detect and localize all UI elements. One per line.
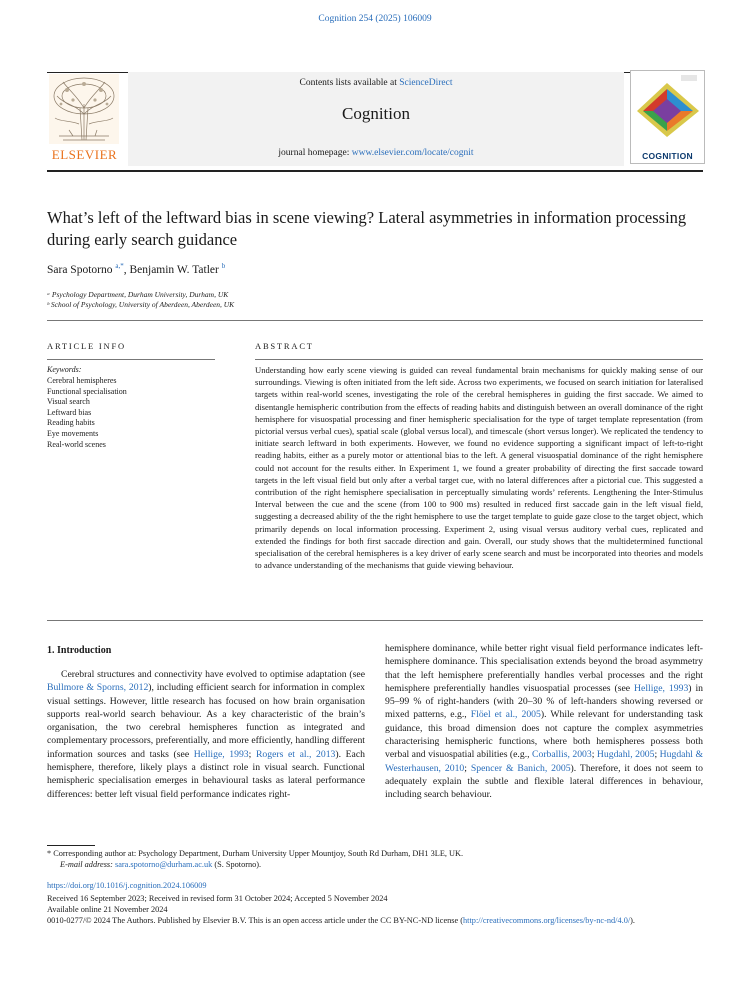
journal-name: Cognition [341,104,410,123]
journal-cover-thumbnail[interactable] [630,70,705,164]
author-separator: , [123,263,130,276]
author-name[interactable]: Benjamin W. Tatler [129,263,219,276]
keyword-item: Visual search [47,397,90,407]
homepage-prefix: journal homepage: [278,148,352,158]
elsevier-tree-icon [49,74,119,144]
keywords-list [47,376,127,450]
keyword-item: Leftward bias [47,407,92,417]
footnote-rule [47,845,95,846]
citation-link[interactable]: Flöel et al., 2005 [470,709,541,721]
intro-right-column [385,642,703,802]
journal-homepage [128,148,624,158]
abstract-bottom-rule [47,620,703,621]
contents-prefix: Contents lists available at [299,78,400,88]
license-link[interactable]: http://creativecommons.org/licenses/by-nc-nd/4.0/ [463,916,631,925]
email-link[interactable]: sara.spotorno@durham.ac.uk [115,860,213,869]
affiliation-a: ᵃ Psychology Department, Durham University, Durham, UK [47,290,229,299]
doi-link[interactable]: https://doi.org/10.1016/j.cognition.2024.106009 [47,881,207,890]
abstract-rule [255,359,703,360]
citation-link[interactable]: Rogers et al., 2013 [255,748,336,760]
intro-left-column [47,668,365,801]
citation-link[interactable]: Hellige, 1993 [634,682,689,694]
citation-link[interactable]: Corballis, 2003 [531,749,592,761]
contents-line [128,78,624,88]
author-name[interactable]: Sara Spotorno [47,263,113,276]
header-bottom-rule [47,170,703,172]
affiliation-b: ᵇ School of Psychology, University of Aberdeen, Aberdeen, UK [47,300,235,309]
intro-paragraph-continued: hemisphere dominance, while better right visual field performance indicates left-hemisphere dominance. This specialisation extends beyond the broad asymmetry that the left hemisphere preferentially handles verbal processes and the right hemisphere preferentially handles visuospatial processes (see Hellige, 1993) in 95–99 % of right-handers (with 20–30 % of left-handers showing reversed or mixed patterns, e.g., Flöel et al., 2005). While relevant for understanding task guidance, this broad dimension does not capture the complex asymmetries characterising hemispheric functions, where both hemispheres possess both verbal and visuospatial abilities (e.g., Corballis, 2003; Hugdahl, 2005; Hugdahl & Westerhausen, 2010; Spencer & Banich, 2005). Therefore, it does not seem to adequately explain the subtle and flexible lateral differences in behaviour, including search behaviour. [385,643,703,801]
intro-paragraph: Cerebral structures and connectivity have evolved to optimise adaptation (see Bullmore & Sporns, 2012), including efficient search for information in complex visual settings. However, little research has focused on how brain organisation supports real-world search behaviour. As a key characteristic of the brain’s organisation, the two cerebral hemispheres function as integrated and complementary processors, preferentially, and more efficiently, handling different information sources and tasks (see Hellige, 1993; Rogers et al., 2013). Each hemisphere, therefore, likely plays a distinct role in visual search. Functional hemispheric specialisation emerges in behavioural tasks as lateral performance differences: better left visual field performance indicates right- [47,669,366,800]
license-statement: 0010-0277/© 2024 The Authors. Published by Elsevier B.V. This is an open access article under the CC BY-NC-ND license (http://creativecommons.org/licenses/by-nc-nd/4.0/). [47,916,636,925]
keyword-item: Eye movements [47,428,99,438]
article-info-heading: ARTICLE INFO [47,341,126,351]
citation-link[interactable]: Hugdahl, 2005 [596,749,655,761]
keyword-item: Functional specialisation [47,386,127,396]
article-title: What’s left of the leftward bias in scene viewing? Lateral asymmetries in information processing during early search guidance [47,208,687,249]
elsevier-logo[interactable] [47,74,122,164]
keyword-item: Reading habits [47,418,95,428]
journal-reference-link[interactable]: Cognition 254 (2025) 106009 [318,14,432,24]
author-affiliation-marker[interactable]: b [221,262,226,270]
citation-link[interactable]: Bullmore & Sporns, 2012 [47,682,149,694]
section-heading-introduction: 1. Introduction [47,645,112,656]
corresponding-author-note: * Corresponding author at: Psychology Department, Durham University Upper Mountjoy, South Rd Durham, DH1 3LE, UK. [47,849,464,858]
citation-link[interactable]: Hugdahl & Westerhausen, 2010 [385,749,703,774]
cover-artwork-icon [631,71,704,149]
keyword-item: Cerebral hemispheres [47,376,117,385]
email-suffix: (S. Spotorno). [212,860,262,869]
email-label: E-mail address: [60,860,115,869]
abstract-text: Understanding how early scene viewing is guided can reveal fundamental brain mechanisms for quickly making sense of our surroundings. Viewing is often initiated from the left side. Across two experiments, we focused on search initiation for lateralised targets within real-world scenes, investigating the role of the cerebral hemispheres in guiding the first saccade. We aimed to disentangle hemispheric contribution from the effects of reading habits and distinguish between an overall dominance of the right hemisphere for visuospatial processing and finer hemispheric specialisation for the type of target template representation (from pictorial versus verbal cues), spatial scale (global versus local), and timescale (short versus longer). We replicated the tendency to initiate search leftward in both experiments. However, we found no evidence supporting a significant impact of left-to-right reading habits, either as a purely motor or attentional bias to the left. A general visuospatial dominance of the right hemisphere could not account for the results either. In Experiment 1, we found a greater probability of directing the first saccade toward targets in the left visual field but only after a verbal target cue, with no lateral differences after a pictorial cue. This suggested a contribution of the right hemisphere specialisation in perceptually simulating words’ referents. Lengthening the Inter-Stimulus Interval between the cue and the scene (from 100 to 900 ms) resulted in reduced first saccade gain in the left visual field, suggesting a decreased ability of the the right hemisphere to use the target template to guide gaze close to the target object, which primarily depends on local information processing. Experiment 2, using visual versus auditory verbal cues, replicated and extended the findings for both first saccade direction and gain. Overall, our study shows that the multidetermined functional specialisation of the cerebral hemispheres is a key driver of early scene search and must be incorporated into theories and models to advance understanding of the mechanisms that guide viewing behaviour. [255,365,703,571]
title-divider [47,320,703,321]
author-affiliation-marker[interactable]: a,* [115,262,124,270]
email-line [60,860,261,869]
abstract-heading: ABSTRACT [255,341,314,351]
keywords-label: Keywords: [47,365,82,374]
keyword-item: Real-world scenes [47,439,106,449]
elsevier-wordmark: ELSEVIER [51,147,118,162]
citation-link[interactable]: Spencer & Banich, 2005 [470,762,571,774]
received-dates: Received 16 September 2023; Received in revised form 31 October 2024; Accepted 5 November 2024 [47,894,388,903]
article-info-rule [47,359,215,360]
homepage-link[interactable]: www.elsevier.com/locate/cognit [351,148,474,158]
sciencedirect-link[interactable]: ScienceDirect [399,78,453,88]
cover-title: COGNITION [642,151,693,161]
available-online: Available online 21 November 2024 [47,905,168,914]
author-list [47,262,687,276]
citation-link[interactable]: Hellige, 1993 [193,748,249,760]
